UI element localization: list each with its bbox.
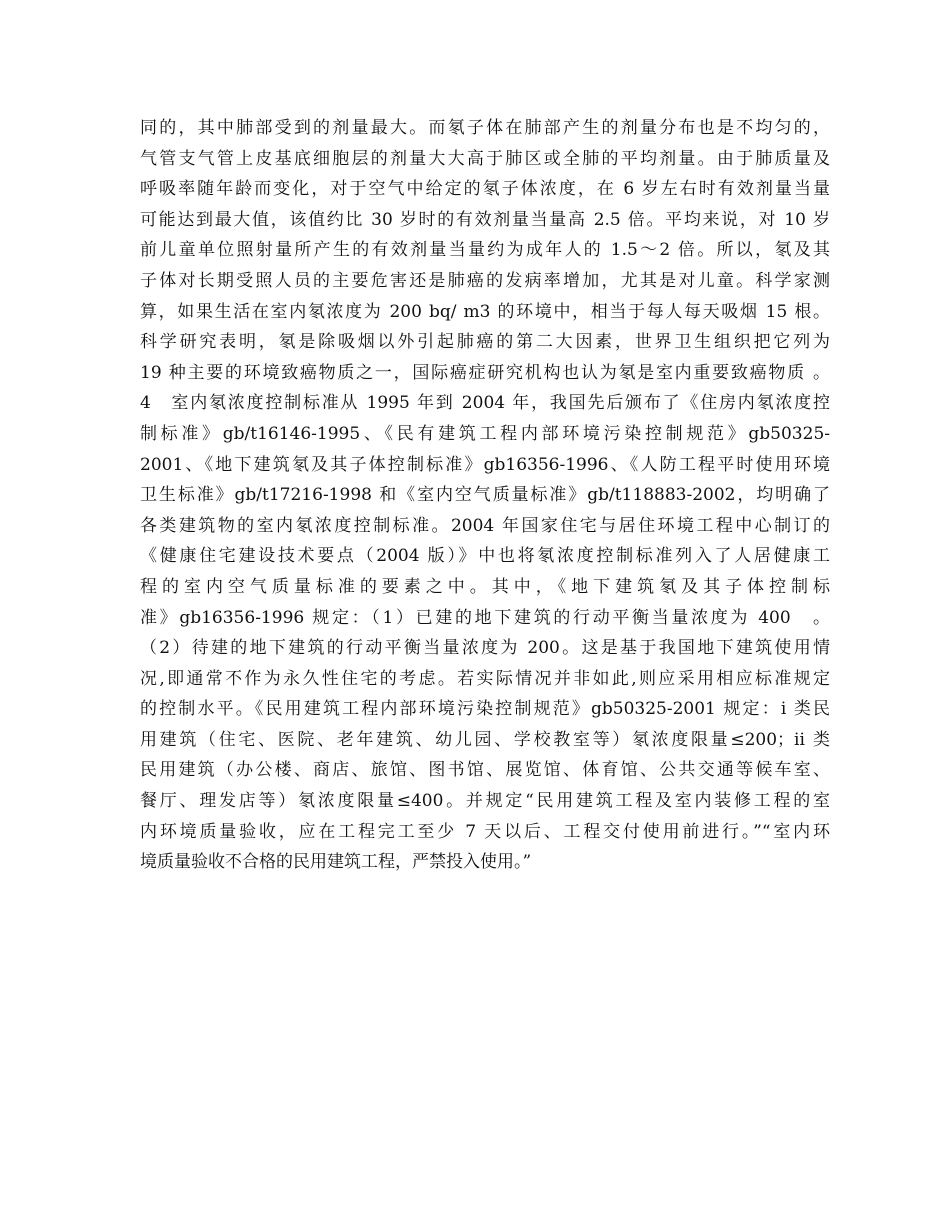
text-line: 民用建筑（办公楼、商店、旅馆、图书馆、展览馆、体育馆、公共交通等候车室、: [140, 760, 830, 781]
text-line: 科学研究表明，氡是除吸烟以外引起肺癌的第二大因素，世界卫生组织把它列为: [140, 332, 830, 353]
text-line: 同的，其中肺部受到的剂量最大。而氡子体在肺部产生的剂量分布也是不均匀的，: [140, 118, 830, 138]
text-line: 4 室内氡浓度控制标准从 1995 年到 2004 年，我国先后颁布了《住房内氡浓度控: [140, 393, 830, 414]
text-line: 2001、《地下建筑氡及其子体控制标准》gb16356-1996、《人防工程平时使用环境: [140, 454, 830, 475]
text-line: 可能达到最大值，该值约比 30 岁时的有效剂量当量高 2.5 倍。平均来说，对 10 岁: [140, 209, 830, 230]
text-line: 算，如果生活在室内氡浓度为 200 bq/ m3 的环境中，相当于每人每天吸烟 15 根。: [140, 301, 830, 322]
text-line: 程的室内空气质量标准的要素之中。其中，《地下建筑氡及其子体控制标: [140, 576, 830, 597]
text-line: 制标准》gb/t16146-1995、《民有建筑工程内部环境污染控制规范》gb50325-: [140, 423, 830, 444]
text-line: （2）待建的地下建筑的行动平衡当量浓度为 200。这是基于我国地下建筑使用情: [140, 638, 830, 659]
text-line: 卫生标准》gb/t17216-1998 和《室内空气质量标准》gb/t118883-2002，均明确了: [140, 485, 830, 506]
text-line: 内环境质量验收，应在工程完工至少 7 天以后、工程交付使用前进行。”“室内环: [140, 821, 830, 842]
text-line: 的控制水平。《民用建筑工程内部环境污染控制规范》gb50325-2001 规定：i 类民: [140, 699, 830, 720]
text-line: 气管支气管上皮基底细胞层的剂量大大高于肺区或全肺的平均剂量。由于肺质量及: [140, 148, 830, 169]
body-text: [140, 113, 830, 878]
text-line: 19 种主要的环境致癌物质之一，国际癌症研究机构也认为氡是室内重要致癌物质 。: [140, 362, 830, 383]
text-line: 准》gb16356-1996 规定：（1）已建的地下建筑的行动平衡当量浓度为 400 。: [140, 607, 830, 628]
text-line: 境质量验收不合格的民用建筑工程，严禁投入使用。”: [140, 852, 532, 873]
text-line: 各类建筑物的室内氡浓度控制标准。2004 年国家住宅与居住环境工程中心制订的: [140, 515, 830, 536]
text-line: 子体对长期受照人员的主要危害还是肺癌的发病率增加，尤其是对儿童。科学家测: [140, 270, 830, 291]
text-line: 呼吸率随年龄而变化，对于空气中给定的氡子体浓度，在 6 岁左右时有效剂量当量: [140, 179, 830, 200]
text-line: 餐厅、理发店等）氡浓度限量≤400。并规定“民用建筑工程及室内装修工程的室: [140, 791, 830, 812]
text-line: 前儿童单位照射量所产生的有效剂量当量约为成年人的 1.5～2 倍。所以，氡及其: [140, 240, 830, 261]
text-line: 况,即通常不作为永久性住宅的考虑。若实际情况并非如此,则应采用相应标准规定: [140, 668, 830, 689]
text-line: 《健康住宅建设技术要点（2004 版）》中也将氡浓度控制标准列入了人居健康工: [140, 546, 830, 567]
text-line: 用建筑（住宅、医院、老年建筑、幼儿园、学校教室等）氡浓度限量≤200；ii 类: [140, 729, 830, 750]
